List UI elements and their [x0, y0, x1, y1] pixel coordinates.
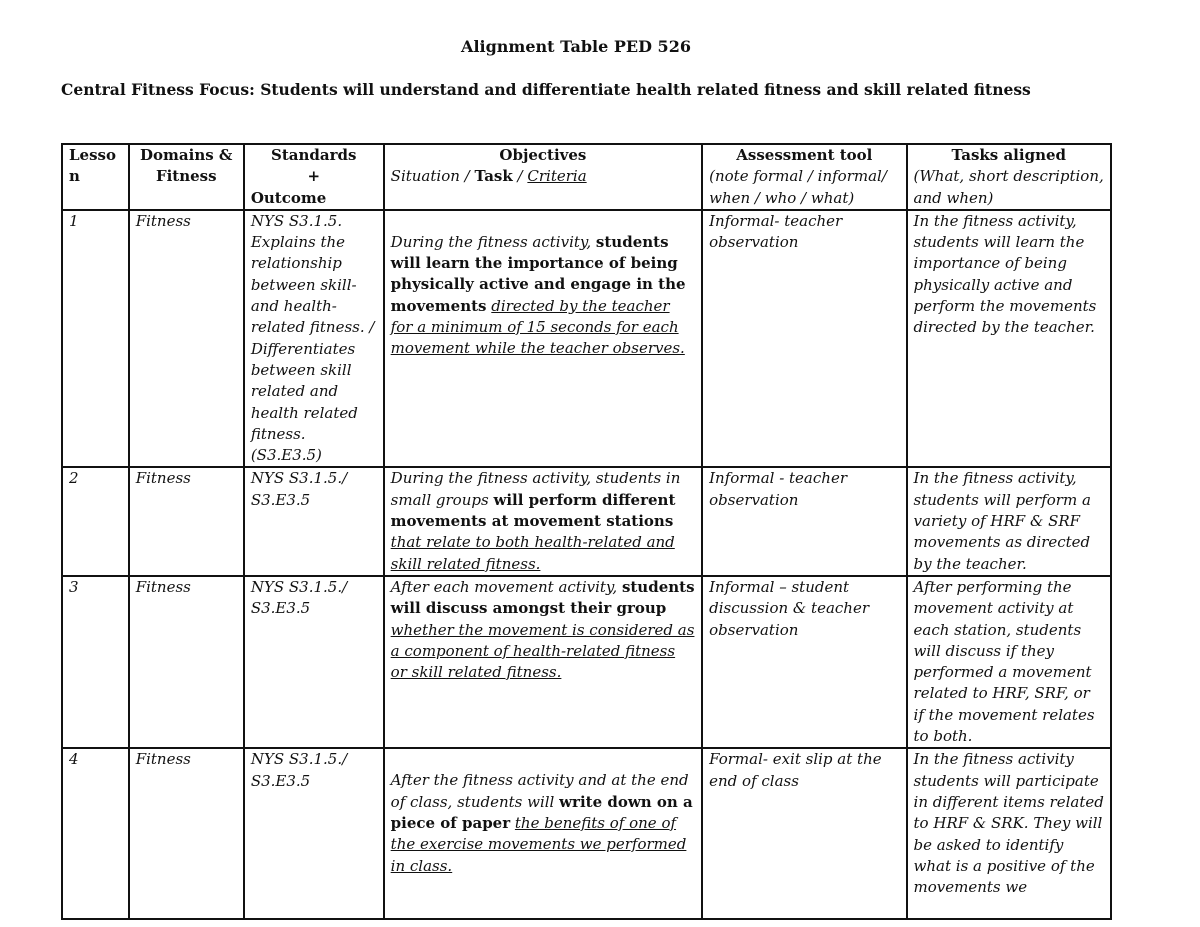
assessment-cell: Formal- exit slip at the end of class	[702, 748, 906, 919]
assessment-cell: Informal – student discussion & teacher observation	[702, 576, 906, 748]
objective-cell: After each movement activity, students will discuss amongst their group whether the movement is considered as a component of health-related fitness or skill related fitness.	[384, 576, 702, 748]
objective-cell: During the fitness activity, students will learn the importance of being physically active and engage in the movements directed by the teacher for a minimum of 15 seconds for each movement while the teacher observes.	[384, 210, 702, 468]
table-header-row	[62, 144, 1111, 210]
standard-cell: NYS S3.1.5./ S3.E3.5	[244, 748, 384, 919]
header-standards: Standards + Outcome	[244, 144, 384, 210]
page-title: Alignment Table PED 526	[461, 37, 691, 56]
header-lesson: Lesso n	[62, 144, 129, 210]
table-row	[62, 748, 1111, 919]
central-focus: Central Fitness Focus: Students will understand and differentiate health related fitness and skill related fitness	[61, 80, 1031, 99]
lesson-number: 2	[62, 467, 129, 575]
lesson-number: 3	[62, 576, 129, 748]
assessment-cell: Informal - teacher observation	[702, 467, 906, 575]
header-objectives: Objectives Situation / Task / Criteria	[384, 144, 702, 210]
table-row	[62, 467, 1111, 575]
task-cell: After performing the movement activity at each station, students will discuss if they performed a movement related to HRF, SRF, or if the movement relates to both.	[907, 576, 1111, 748]
standard-cell: NYS S3.1.5. Explains the relationship between skill- and health-related fitness. / Differentiates between skill related and health related fitness. (S3.E3.5)	[244, 210, 384, 468]
domain-cell: Fitness	[129, 576, 244, 748]
objective-cell: After the fitness activity and at the end of class, students will write down on a piece of paper the benefits of one of the exercise movements we performed in class.	[384, 748, 702, 919]
table-row	[62, 576, 1111, 748]
alignment-table	[61, 143, 1112, 920]
table-row	[62, 210, 1111, 468]
standard-cell: NYS S3.1.5./ S3.E3.5	[244, 576, 384, 748]
header-assessment: Assessment tool (note formal / informal/ when / who / what)	[702, 144, 906, 210]
lesson-number: 4	[62, 748, 129, 919]
task-cell: In the fitness activity students will participate in different items related to HRF & SRK. They will be asked to identify what is a positive of the movements we	[907, 748, 1111, 919]
objective-cell: During the fitness activity, students in small groups will perform different movements at movement stations that relate to both health-related and skill related fitness.	[384, 467, 702, 575]
domain-cell: Fitness	[129, 748, 244, 919]
header-tasks: Tasks aligned (What, short description, and when)	[907, 144, 1111, 210]
domain-cell: Fitness	[129, 210, 244, 468]
standard-cell: NYS S3.1.5./ S3.E3.5	[244, 467, 384, 575]
lesson-number: 1	[62, 210, 129, 468]
header-domains: Domains & Fitness	[129, 144, 244, 210]
task-cell: In the fitness activity, students will learn the importance of being physically active and perform the movements directed by the teacher.	[907, 210, 1111, 468]
assessment-cell: Informal- teacher observation	[702, 210, 906, 468]
task-cell: In the fitness activity, students will perform a variety of HRF & SRF movements as directed by the teacher.	[907, 467, 1111, 575]
domain-cell: Fitness	[129, 467, 244, 575]
